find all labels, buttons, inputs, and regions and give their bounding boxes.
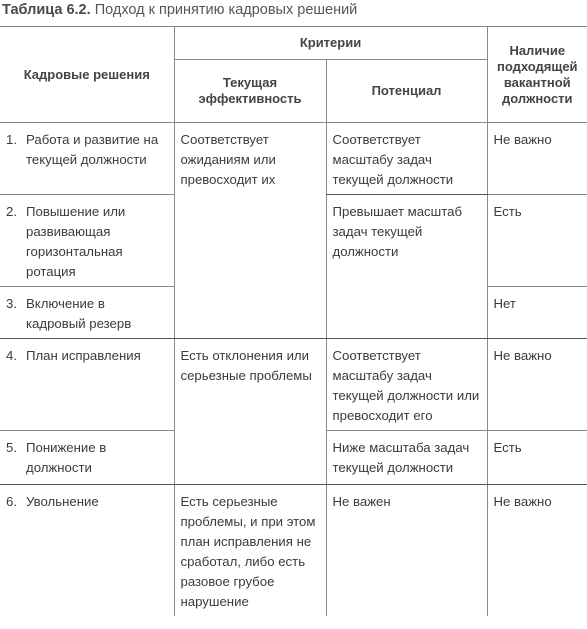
vacancy-text: Не важно bbox=[493, 348, 552, 363]
vacancy-text: Есть bbox=[493, 440, 522, 455]
vacancy-cell bbox=[487, 431, 587, 485]
vacancy-cell bbox=[487, 339, 587, 431]
header-current-efficiency: Текущая эффективность bbox=[174, 60, 326, 123]
decision-text: Повышение или развивающая горизонтальная ротация bbox=[26, 204, 126, 279]
table-row bbox=[0, 339, 587, 431]
potential-text: Превышает масштаб задач текущей должности bbox=[332, 204, 462, 259]
efficiency-text: Есть серьезные проблемы, и при этом план исправления не сработал, либо есть разовое грубое нарушение bbox=[180, 494, 316, 609]
decision-text: Работа и развитие на текущей должности bbox=[26, 132, 159, 167]
decision-cell bbox=[0, 195, 174, 287]
decision-text: План исправления bbox=[26, 348, 141, 363]
vacancy-text: Не важно bbox=[493, 494, 552, 509]
row-number: 4. bbox=[6, 348, 17, 363]
decision-cell bbox=[0, 485, 174, 617]
caption-label: Таблица 6.2. bbox=[2, 2, 91, 18]
potential-cell bbox=[326, 195, 487, 339]
header-row-top bbox=[0, 27, 587, 60]
decision-text: Включение в кадровый резерв bbox=[26, 296, 132, 331]
vacancy-cell bbox=[487, 485, 587, 617]
header-vacancy: Наличие подходящей вакантной должности bbox=[487, 27, 587, 123]
decision-cell bbox=[0, 287, 174, 339]
decision-cell bbox=[0, 431, 174, 485]
row-number: 5. bbox=[6, 440, 17, 455]
vacancy-text: Не важно bbox=[493, 132, 552, 147]
potential-text: Ниже масштаба задач текущей должности bbox=[332, 440, 470, 475]
efficiency-cell bbox=[174, 339, 326, 485]
table-row bbox=[0, 123, 587, 195]
efficiency-text: Соответствует ожиданиям или превосходит их bbox=[180, 132, 276, 187]
header-potential: Потенциал bbox=[326, 60, 487, 123]
vacancy-cell bbox=[487, 123, 587, 195]
efficiency-cell bbox=[174, 123, 326, 339]
efficiency-cell bbox=[174, 485, 326, 617]
row-number: 2. bbox=[6, 204, 17, 219]
vacancy-cell bbox=[487, 195, 587, 287]
potential-text: Соответствует масштабу задач текущей должности bbox=[332, 132, 454, 187]
potential-text: Соответствует масштабу задач текущей должности или превосходит его bbox=[332, 348, 480, 423]
header-criteria: Критерии bbox=[174, 27, 487, 60]
table-row bbox=[0, 485, 587, 617]
decision-cell bbox=[0, 339, 174, 431]
potential-cell bbox=[326, 431, 487, 485]
potential-text: Не важен bbox=[332, 494, 391, 509]
header-decisions: Кадровые решения bbox=[0, 27, 174, 123]
potential-cell bbox=[326, 339, 487, 431]
vacancy-text: Нет bbox=[493, 296, 516, 311]
efficiency-text: Есть отклонения или серьезные проблемы bbox=[180, 348, 312, 383]
row-number: 3. bbox=[6, 296, 17, 311]
potential-cell bbox=[326, 485, 487, 617]
vacancy-cell bbox=[487, 287, 587, 339]
table-caption bbox=[0, 0, 587, 24]
potential-cell bbox=[326, 123, 487, 195]
vacancy-text: Есть bbox=[493, 204, 522, 219]
decision-text: Увольнение bbox=[26, 494, 99, 509]
row-number: 6. bbox=[6, 494, 17, 509]
caption-title: Подход к принятию кадровых решений bbox=[94, 2, 358, 18]
decision-cell bbox=[0, 123, 174, 195]
decision-text: Понижение в должности bbox=[26, 440, 107, 475]
row-number: 1. bbox=[6, 132, 17, 147]
personnel-decisions-table bbox=[0, 26, 587, 616]
